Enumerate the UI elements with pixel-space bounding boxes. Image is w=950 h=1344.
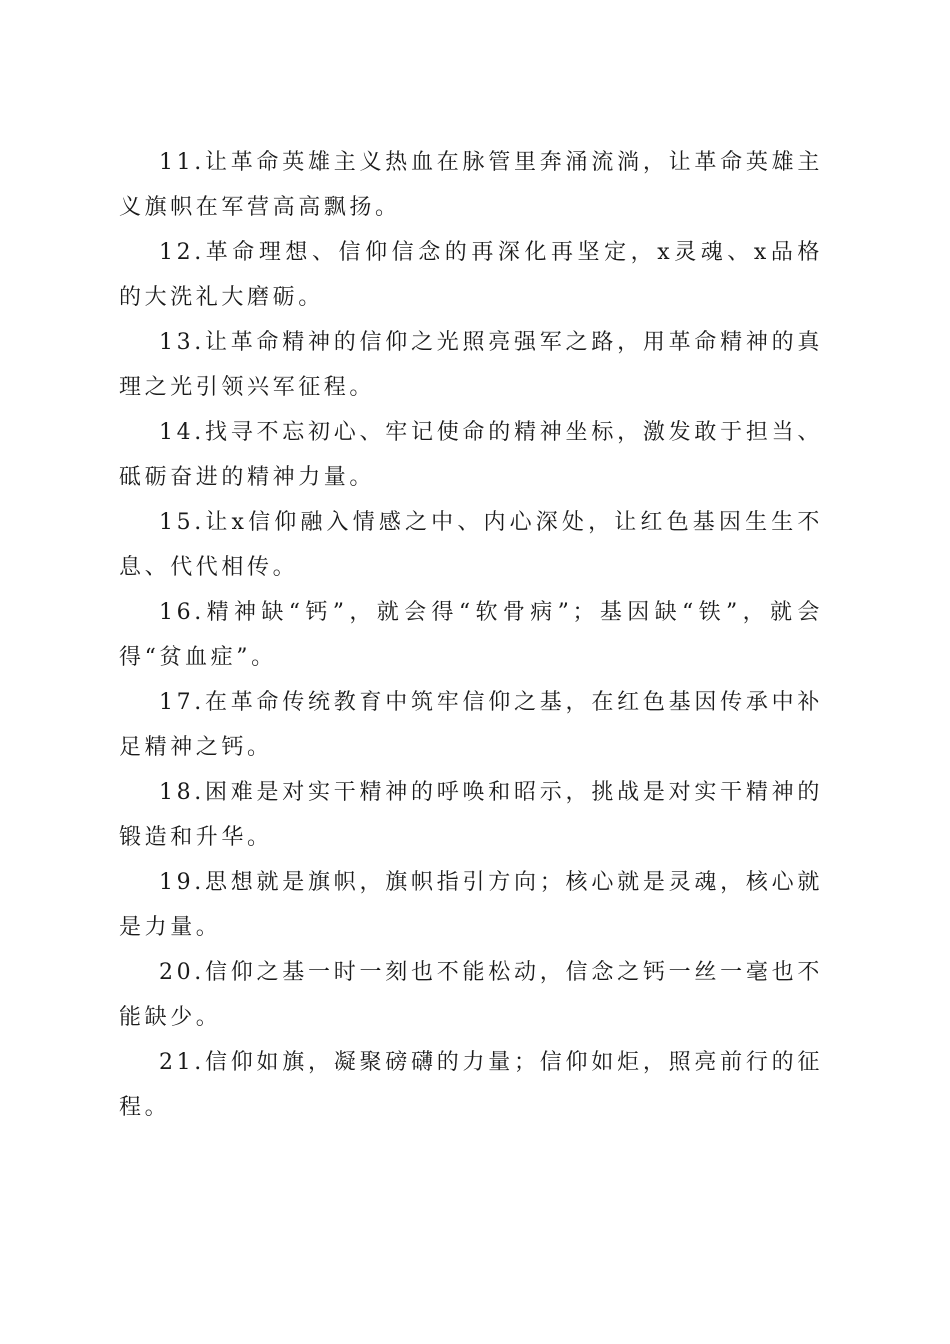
list-item-17: 17.在革命传统教育中筑牢信仰之基，在红色基因传承中补足精神之钙。 bbox=[119, 690, 823, 760]
document-body bbox=[119, 140, 823, 1130]
list-item-11: 11.让革命英雄主义热血在脉管里奔涌流淌，让革命英雄主义旗帜在军营高高飘扬。 bbox=[119, 150, 823, 220]
list-item-13: 13.让革命精神的信仰之光照亮强军之路，用革命精神的真理之光引领兴军征程。 bbox=[119, 330, 823, 400]
list-item-15: 15.让x信仰融入情感之中、内心深处，让红色基因生生不息、代代相传。 bbox=[119, 510, 823, 580]
list-item-12: 12.革命理想、信仰信念的再深化再坚定，x灵魂、x品格的大洗礼大磨砺。 bbox=[119, 240, 823, 310]
list-item-16: 16.精神缺“钙”，就会得“软骨病”；基因缺“铁”，就会得“贫血症”。 bbox=[119, 600, 823, 670]
list-item-20: 20.信仰之基一时一刻也不能松动，信念之钙一丝一毫也不能缺少。 bbox=[119, 960, 823, 1030]
list-item-19: 19.思想就是旗帜，旗帜指引方向；核心就是灵魂，核心就是力量。 bbox=[119, 870, 823, 940]
list-item-14: 14.找寻不忘初心、牢记使命的精神坐标，激发敢于担当、砥砺奋进的精神力量。 bbox=[119, 420, 823, 490]
list-item-18: 18.困难是对实干精神的呼唤和昭示，挑战是对实干精神的锻造和升华。 bbox=[119, 780, 823, 850]
list-item-21: 21.信仰如旗，凝聚磅礴的力量；信仰如炬，照亮前行的征程。 bbox=[119, 1050, 823, 1120]
